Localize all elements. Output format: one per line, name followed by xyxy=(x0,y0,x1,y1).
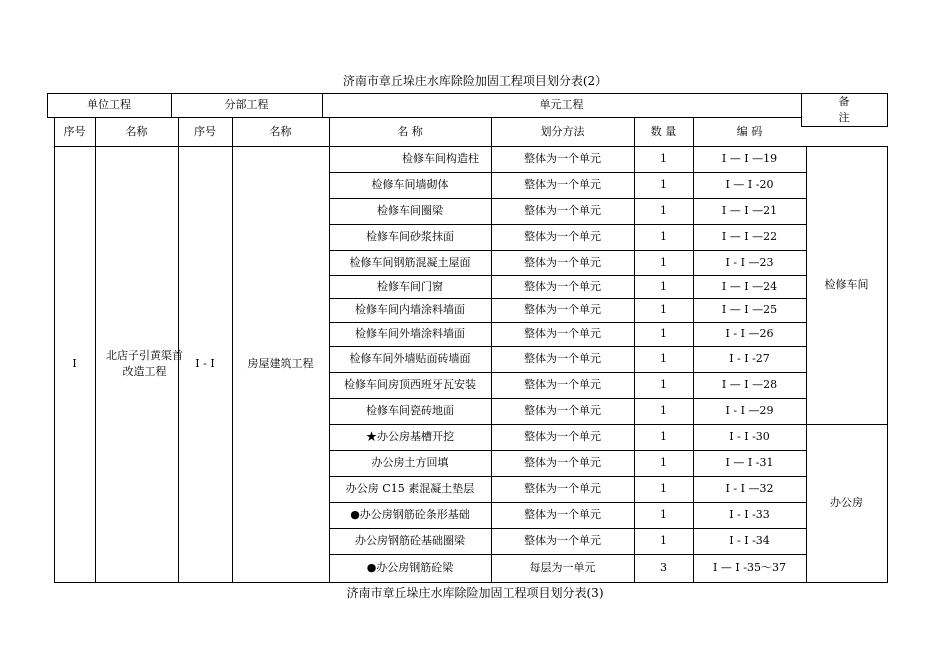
quantity: 1 xyxy=(660,178,667,191)
column-header-2: 名称 xyxy=(125,125,148,138)
quantity: 1 xyxy=(660,482,667,495)
division-method: 整体为一个单元 xyxy=(524,482,601,495)
division-method: 每层为一单元 xyxy=(529,561,596,574)
element-name: 检修车间外墙贴面砖墙面 xyxy=(349,352,471,365)
element-code: I - I -30 xyxy=(729,430,770,443)
grid-line xyxy=(887,146,888,582)
unit-seq: I xyxy=(72,357,77,370)
element-name: 办公房钢筋砼基础圈梁 xyxy=(355,534,465,547)
grid-line xyxy=(887,93,888,127)
quantity: 1 xyxy=(660,279,667,293)
column-header-8: 编 码 xyxy=(736,125,763,138)
division-method: 整体为一个单元 xyxy=(524,255,601,269)
element-name: 检修车间砂浆抹面 xyxy=(366,230,454,243)
division-method: 整体为一个单元 xyxy=(524,178,601,191)
element-name: 检修车间外墙涂料墙面 xyxy=(355,327,465,340)
division-method: 整体为一个单元 xyxy=(524,152,601,165)
element-name: ★办公房基槽开挖 xyxy=(366,430,454,443)
division-method: 整体为一个单元 xyxy=(524,279,601,293)
division-method: 整体为一个单元 xyxy=(524,430,601,443)
quantity: 1 xyxy=(660,152,667,165)
element-name: 检修车间钢筋混凝土屋面 xyxy=(349,255,471,269)
quantity: 1 xyxy=(660,204,667,217)
element-code: I — I —25 xyxy=(721,303,778,316)
element-code: I — I —24 xyxy=(721,279,778,293)
element-code: I - I -33 xyxy=(729,508,770,521)
header-element-project: 单元工程 xyxy=(539,98,584,111)
division-method: 整体为一个单元 xyxy=(524,327,601,340)
element-code: I - I —32 xyxy=(725,482,774,495)
element-code: I — I —19 xyxy=(721,152,778,165)
element-name: ●办公房钢筋砼梁 xyxy=(366,561,454,574)
quantity: 1 xyxy=(660,534,667,547)
quantity: 1 xyxy=(660,378,667,391)
element-name: ●办公房钢筋砼条形基础 xyxy=(350,508,470,521)
element-code: I - I -34 xyxy=(729,534,770,547)
header-remark xyxy=(801,93,887,126)
division-method: 整体为一个单元 xyxy=(524,352,601,365)
element-name: 办公房土方回填 xyxy=(371,456,449,469)
quantity: 1 xyxy=(660,404,667,417)
division-method: 整体为一个单元 xyxy=(524,508,601,521)
column-header-3: 序号 xyxy=(194,125,216,138)
quantity: 1 xyxy=(660,352,667,365)
element-code: I - I -27 xyxy=(729,352,770,365)
element-name: 检修车间构造柱 xyxy=(402,152,479,165)
quantity: 3 xyxy=(660,561,667,574)
unit-name: 北店子引黄渠首改造工程 xyxy=(106,349,183,378)
element-code: I — I —21 xyxy=(721,204,778,217)
column-header-7: 数 量 xyxy=(650,125,677,138)
quantity: 1 xyxy=(660,230,667,243)
remark-office: 办公房 xyxy=(830,496,863,509)
column-header-1: 序号 xyxy=(63,125,86,138)
element-code: I - I —23 xyxy=(725,255,774,269)
remark-maintenance-workshop: 检修车间 xyxy=(824,278,869,291)
column-header-4: 名称 xyxy=(269,125,292,138)
column-header-6: 划分方法 xyxy=(540,125,585,138)
header-remark-char: 注 xyxy=(838,110,850,124)
quantity: 1 xyxy=(660,255,667,269)
element-code: I — I -31 xyxy=(725,456,774,469)
division-method: 整体为一个单元 xyxy=(524,456,601,469)
document-title: 济南市章丘垛庄水库除险加固工程项目划分表(2） xyxy=(342,74,608,88)
quantity: 1 xyxy=(660,430,667,443)
quantity: 1 xyxy=(660,327,667,340)
element-code: I - I —29 xyxy=(725,404,774,417)
element-name: 检修车间房顶西班牙瓦安装 xyxy=(344,378,476,391)
header-division-project: 分部工程 xyxy=(224,98,269,111)
header-unit-project: 单位工程 xyxy=(87,98,131,111)
element-name: 检修车间墙砌体 xyxy=(371,178,449,191)
element-code: I — I —28 xyxy=(721,378,778,391)
element-name: 检修车间内墙涂料墙面 xyxy=(355,303,465,316)
division-method: 整体为一个单元 xyxy=(524,378,601,391)
division-method: 整体为一个单元 xyxy=(524,230,601,243)
division-method: 整体为一个单元 xyxy=(524,303,601,316)
division-method: 整体为一个单元 xyxy=(524,534,601,547)
quantity: 1 xyxy=(660,456,667,469)
element-code: I — I -20 xyxy=(725,178,774,191)
division-method: 整体为一个单元 xyxy=(524,404,601,417)
division-method: 整体为一个单元 xyxy=(524,204,601,217)
element-name: 检修车间圈梁 xyxy=(377,204,443,217)
column-header-5: 名 称 xyxy=(397,125,423,138)
element-name: 检修车间门窗 xyxy=(377,279,443,293)
quantity: 1 xyxy=(660,303,667,316)
element-name: 办公房 C15 素混凝土垫层 xyxy=(345,482,475,495)
element-name: 检修车间瓷砖地面 xyxy=(366,404,454,417)
division-name: 房屋建筑工程 xyxy=(247,357,314,370)
next-table-title: 济南市章丘垛庄水库除险加固工程项目划分表(3) xyxy=(346,586,604,600)
grid-line xyxy=(54,582,887,583)
quantity: 1 xyxy=(660,508,667,521)
division-seq: I - I xyxy=(195,357,215,370)
header-remark-char: 备 xyxy=(838,94,850,108)
element-code: I — I —22 xyxy=(721,230,778,243)
element-code: I - I —26 xyxy=(725,327,774,340)
element-code: I — I -35～37 xyxy=(713,561,786,574)
grid-line xyxy=(801,126,887,127)
